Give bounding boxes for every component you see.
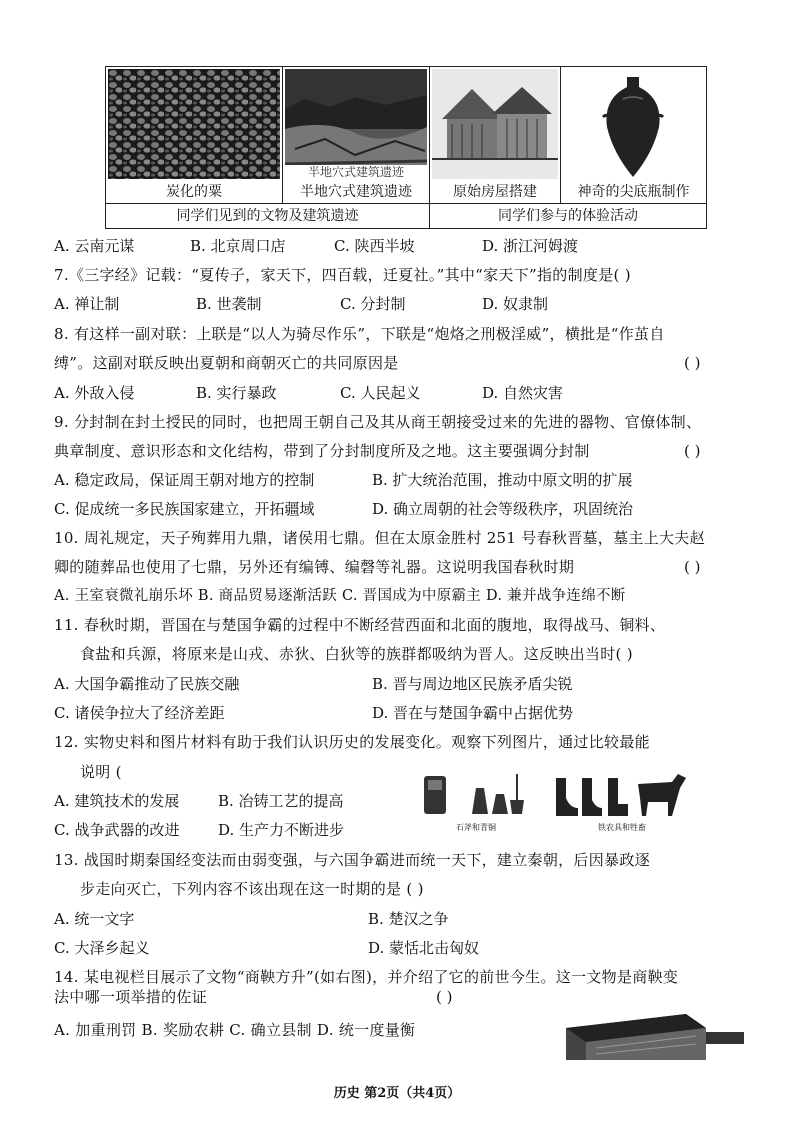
q12-option-b: B. 冶铸工艺的提高 bbox=[218, 792, 344, 810]
q6-option-d: D. 浙江河姆渡 bbox=[482, 237, 579, 255]
q8-option-d: D. 自然灾害 bbox=[482, 384, 564, 402]
primitive-house-image bbox=[432, 69, 558, 179]
shang-yang-square-sheng-image bbox=[556, 1006, 746, 1066]
q13-option-a: A. 统一文字 bbox=[54, 910, 135, 928]
q13-stem-line2: 步走向灭亡，下列内容不该出现在这一时期的是 ( ) bbox=[80, 880, 424, 898]
q10-answer-paren: ( ) bbox=[684, 558, 701, 576]
q9-option-d: D. 确立周朝的社会等级秩序，巩固统治 bbox=[372, 500, 634, 518]
q7-option-c: C. 分封制 bbox=[340, 295, 406, 313]
q9-answer-paren: ( ) bbox=[684, 442, 701, 460]
q8-option-c: C. 人民起义 bbox=[340, 384, 421, 402]
pit-house-overlay-text: 半地穴式建筑遗迹 bbox=[285, 165, 427, 179]
caption-stone-bronze: 石斧和青铜 bbox=[456, 823, 496, 832]
q7-stem: 7.《三字经》记载：“夏传子，家天下，四百载，迁夏社。”其中“家天下”指的制度是( ) bbox=[54, 266, 631, 284]
q8-stem-line1: 8. 有这样一副对联：上联是“以人为骑尽作乐”，下联是“炮烙之刑极淫威”，横批是“作茧自 bbox=[54, 325, 665, 343]
q9-option-c: C. 促成统一多民族国家建立，开拓疆域 bbox=[54, 500, 315, 518]
q12-option-c: C. 战争武器的改进 bbox=[54, 821, 180, 839]
q14-stem-line2: 法中哪一项举措的佐证 bbox=[54, 988, 208, 1006]
q14-options: A. 加重刑罚 B. 奖励农耕 C. 确立县制 D. 统一度量衡 bbox=[54, 1021, 416, 1039]
q7-option-a: A. 禅让制 bbox=[54, 295, 120, 313]
q12-stem-line1: 12. 实物史料和图片材料有助于我们认识历史的发展变化。观察下列图片，通过比较最能 bbox=[54, 733, 650, 751]
q11-option-d: D. 晋在与楚国争霸中占据优势 bbox=[372, 704, 574, 722]
cell-pit-house bbox=[283, 67, 430, 204]
q9-option-b: B. 扩大统治范围，推动中原文明的扩展 bbox=[372, 471, 633, 489]
pointed-bottle-image bbox=[563, 69, 704, 179]
q9-stem-line1: 9. 分封制在封土授民的同时，也把周王朝自己及其从商王朝接受过来的先进的器物、官僚体制、 bbox=[54, 413, 702, 431]
caption-pit-house: 半地穴式建筑遗迹 bbox=[300, 184, 412, 200]
page-footer: 历史 第2页（共4页） bbox=[333, 1086, 461, 1101]
group-seen: 同学们见到的文物及建筑遗迹 bbox=[106, 204, 430, 229]
q14-stem-line1: 14. 某电视栏目展示了文物“商鞅方升”(如右图)，并介绍了它的前世今生。这一文物是商鞅变 bbox=[54, 968, 679, 986]
q13-option-c: C. 大泽乡起义 bbox=[54, 939, 150, 957]
q6-option-c: C. 陕西半坡 bbox=[334, 237, 415, 255]
cell-millet bbox=[106, 67, 283, 204]
q9-option-a: A. 稳定政局，保证周王朝对地方的控制 bbox=[54, 471, 315, 489]
q10-options: A. 王室衰微礼崩乐坏 B. 商品贸易逐渐活跃 C. 晋国成为中原霸主 D. 兼并战争连绵不断 bbox=[54, 588, 626, 604]
pit-house-image bbox=[285, 69, 427, 179]
cell-house-building bbox=[430, 67, 561, 204]
q9-stem-line2: 典章制度、意识形态和文化结构，带到了分封制度所及之地。这主要强调分封制 bbox=[54, 442, 590, 460]
q6-option-a: A. 云南元谋 bbox=[54, 237, 135, 255]
stone-axe-bronze-image bbox=[418, 770, 538, 830]
q13-stem-line1: 13. 战国时期秦国经变法而由弱变强，与六国争霸进而统一天下，建立秦朝，后因暴政逐 bbox=[54, 851, 650, 869]
iron-tools-livestock-image bbox=[552, 768, 692, 830]
caption-millet: 炭化的粟 bbox=[166, 184, 222, 200]
caption-house-building: 原始房屋搭建 bbox=[453, 184, 537, 200]
q13-option-b: B. 楚汉之争 bbox=[368, 910, 449, 928]
q7-option-b: B. 世袭制 bbox=[196, 295, 262, 313]
caption-pointed-bottle: 神奇的尖底瓶制作 bbox=[577, 184, 690, 200]
q8-option-a: A. 外敌入侵 bbox=[54, 384, 135, 402]
q8-stem-line2: 缚”。这副对联反映出夏朝和商朝灭亡的共同原因是 bbox=[54, 354, 399, 372]
q10-stem-line2: 卿的随葬品也使用了七鼎，另外还有编镈、编磬等礼器。这说明我国春秋时期 bbox=[54, 558, 575, 576]
q12-option-d: D. 生产力不断进步 bbox=[218, 821, 345, 839]
cell-pointed-bottle bbox=[561, 67, 707, 204]
q11-stem-line2: 食盐和兵源，将原来是山戎、赤狄、白狄等的族群都吸纳为晋人。这反映出当时( ) bbox=[80, 645, 633, 663]
q8-answer-paren: ( ) bbox=[684, 354, 701, 372]
q7-option-d: D. 奴隶制 bbox=[482, 295, 549, 313]
artifact-table bbox=[105, 66, 707, 229]
caption-iron-livestock: 铁农具和牲畜 bbox=[598, 823, 646, 832]
q13-option-d: D. 蒙恬北击匈奴 bbox=[368, 939, 480, 957]
q11-option-c: C. 诸侯争拉大了经济差距 bbox=[54, 704, 225, 722]
q6-option-b: B. 北京周口店 bbox=[190, 237, 286, 255]
q11-option-b: B. 晋与周边地区民族矛盾尖锐 bbox=[372, 675, 573, 693]
q12-stem-line2: 说明 ( bbox=[80, 763, 122, 781]
q8-option-b: B. 实行暴政 bbox=[196, 384, 277, 402]
q14-answer-paren: ( ) bbox=[436, 988, 453, 1006]
q11-stem-line1: 11. 春秋时期，晋国在与楚国争霸的过程中不断经营西面和北面的腹地，取得战马、铜料、 bbox=[54, 616, 666, 634]
q12-option-a: A. 建筑技术的发展 bbox=[54, 792, 180, 810]
q10-stem-line1: 10. 周礼规定，天子殉葬用九鼎，诸侯用七鼎。但在太原金胜村 251 号春秋晋墓，墓主上大夫赵 bbox=[54, 529, 705, 547]
carbonized-millet-image bbox=[108, 69, 280, 179]
group-experienced: 同学们参与的体验活动 bbox=[430, 204, 707, 229]
q11-option-a: A. 大国争霸推动了民族交融 bbox=[54, 675, 240, 693]
